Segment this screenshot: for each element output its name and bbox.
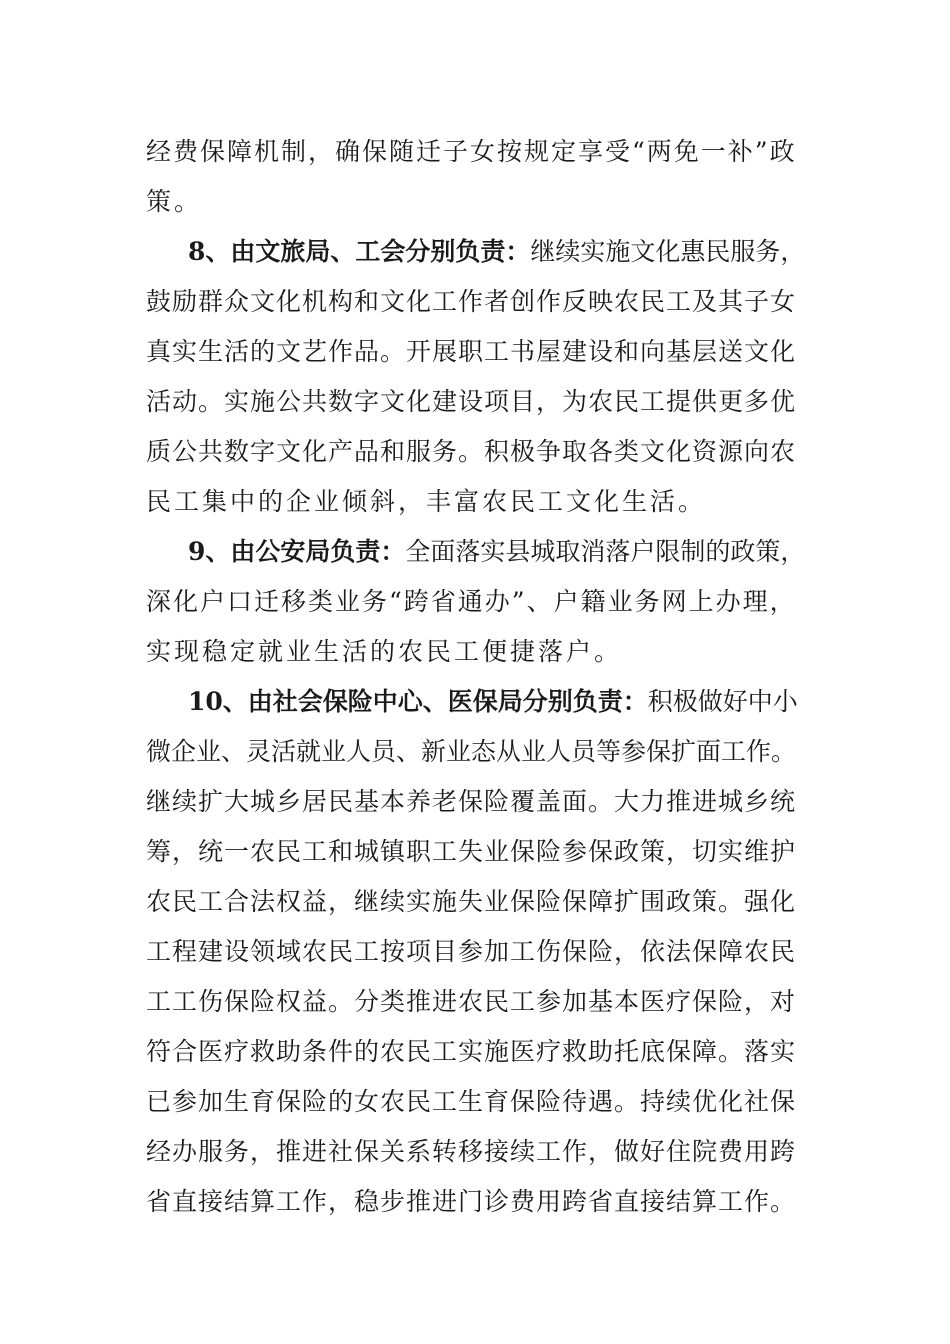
text-span: 全面落实县城取消落户限制的政策， [405,537,806,566]
paragraph-item-8 [146,227,806,527]
text-line: 鼓励群众文化机构和文化工作者创作反映农民工及其子女 [146,287,797,316]
text-line: 筹，统一农民工和城镇职工失业保险参保政策，切实维护 [146,837,797,866]
paragraph-first-line [146,527,806,577]
text-span: 积极做好中小 [647,687,798,716]
text-line: 农民工合法权益，继续实施失业保险保障扩围政策。强化 [146,887,797,916]
paragraph-continuation [146,127,806,227]
text-line: 实现稳定就业生活的农民工便捷落户。 [146,637,623,666]
paragraph-heading: 10、由社会保险中心、医保局分别负责： [188,687,648,716]
text-line: 质公共数字文化产品和服务。积极争取各类文化资源向农 [146,437,797,466]
text-line: 策。 [146,187,203,216]
text-line: 民工集中的企业倾斜，丰富农民工文化生活。 [146,487,707,516]
text-line: 深化户口迁移类业务“跨省通办”、户籍业务网上办理， [146,587,797,616]
text-line: 经办服务，推进社保关系转移接续工作，做好住院费用跨 [146,1137,797,1166]
paragraph-heading: 9、由公安局负责： [188,537,406,566]
text-span: 继续实施文化惠民服务， [530,237,806,266]
text-line: 工程建设领域农民工按项目参加工伤保险，依法保障农民 [146,937,797,966]
text-line: 符合医疗救助条件的农民工实施医疗救助托底保障。落实 [146,1037,797,1066]
paragraph-first-line [146,227,806,277]
text-line: 真实生活的文艺作品。开展职工书屋建设和向基层送文化 [146,337,797,366]
text-line: 省直接结算工作，稳步推进门诊费用跨省直接结算工作。 [146,1187,797,1216]
text-line: 微企业、灵活就业人员、新业态从业人员等参保扩面工作。 [146,737,797,766]
text-line: 活动。实施公共数字文化建设项目，为农民工提供更多优 [146,387,797,416]
paragraph-item-10 [146,677,806,1227]
text-line: 已参加生育保险的女农民工生育保险待遇。持续优化社保 [146,1087,797,1116]
text-line: 经费保障机制，确保随迁子女按规定享受“两免一补”政 [146,137,797,166]
paragraph-heading: 8、由文旅局、工会分别负责： [188,237,531,266]
text-line: 工工伤保险权益。分类推进农民工参加基本医疗保险，对 [146,987,797,1016]
text-line: 继续扩大城乡居民基本养老保险覆盖面。大力推进城乡统 [146,787,797,816]
paragraph-first-line [146,677,806,727]
document-page [146,127,806,1227]
paragraph-item-9 [146,527,806,677]
